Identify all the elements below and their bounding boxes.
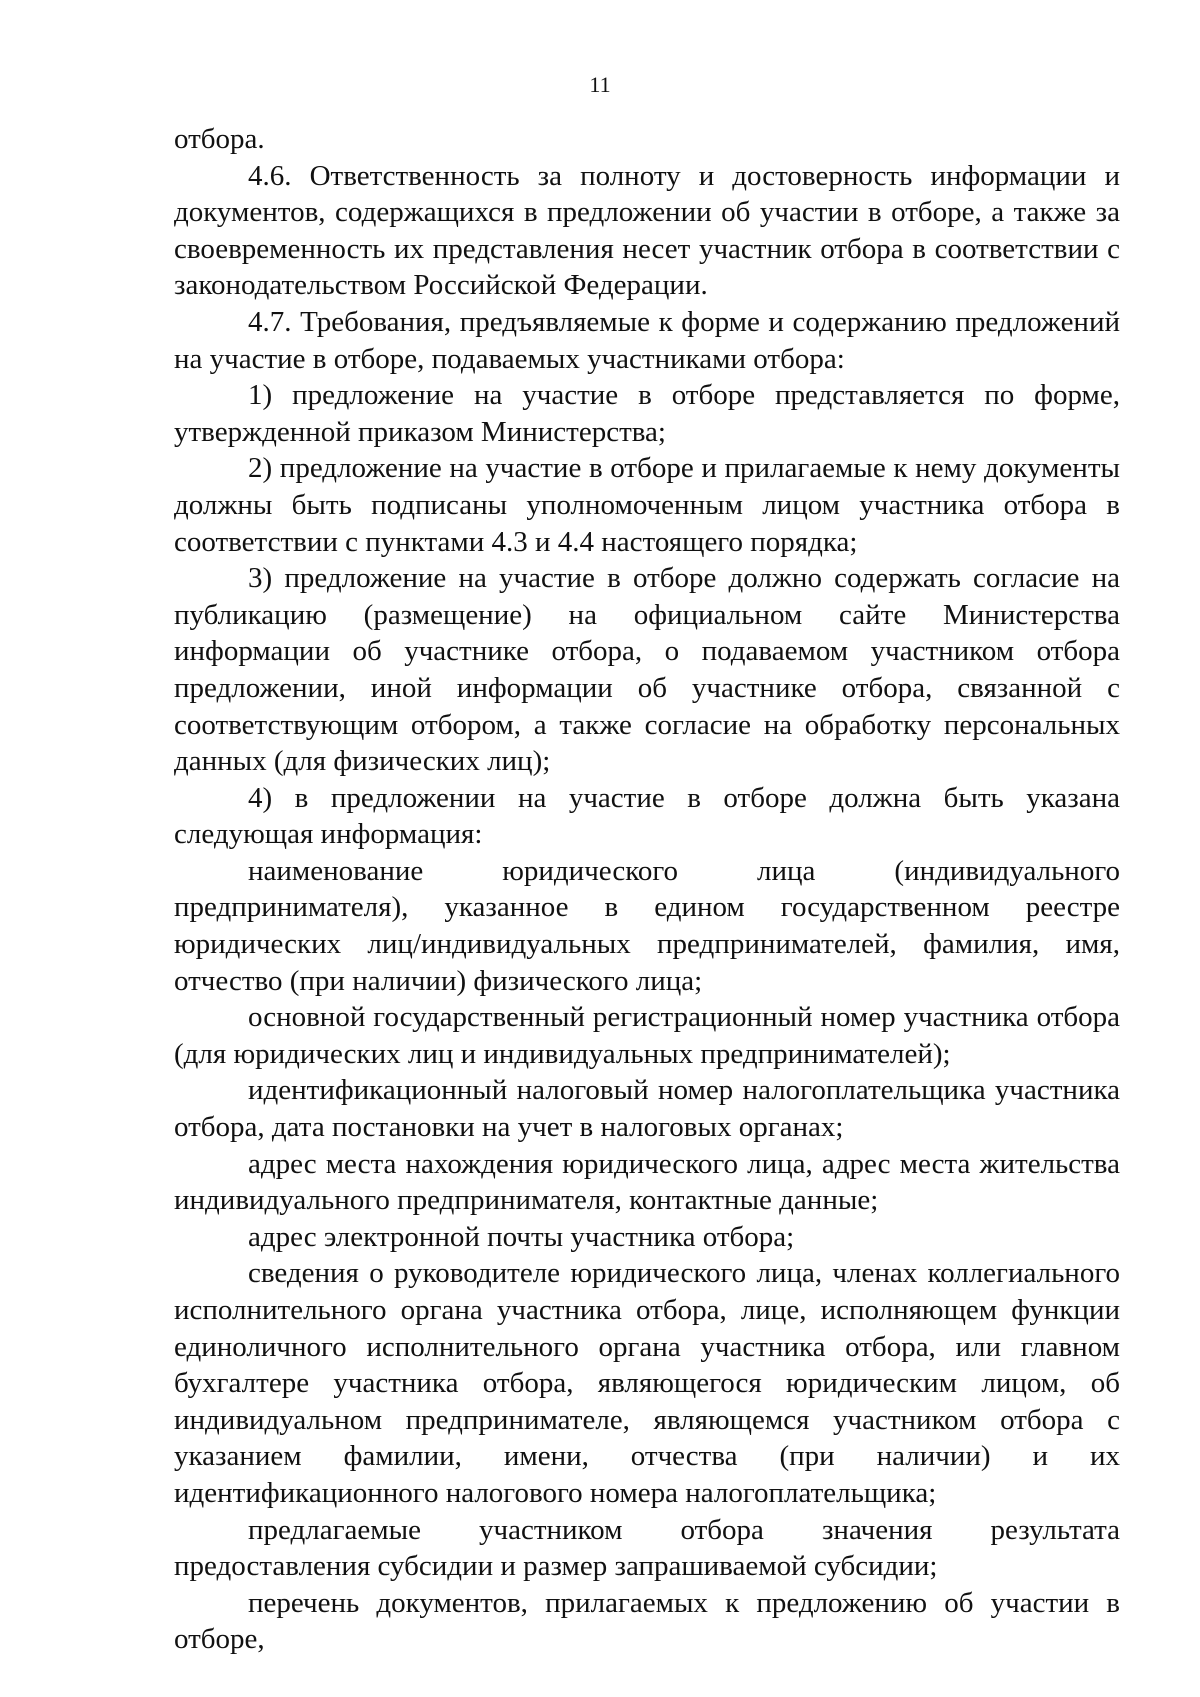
paragraph: 3) предложение на участие в отборе должно содержать согласие на публикацию (размещение) на официальном сайте Министерства информации об участнике отбора, о подаваемом участником отбора предложении, иной информации об участнике отбора, связанной с соответствующим отбором, а также согласие на обработку персональных данных (для физических лиц); — [174, 562, 1120, 778]
paragraph: 4.6. Ответственность за полноту и достоверность информации и документов, содержащихся в предложении об участии в отборе, а также за своевременность их представления несет участник отбора в соответствии с законодательством Российской Федерации. — [174, 159, 1120, 302]
paragraph: адрес электронной почты участника отбора; — [248, 1220, 795, 1253]
paragraph: сведения о руководителе юридического лица, членах коллегиального исполнительного органа участника отбора, лице, исполняющем функции единоличного исполнительного органа участника отбора, или главном бухгалтере участника отбора, являющегося юридическим лицом, об индивидуальном предпринимателе, являющемся участником отбора с указанием фамилии, имени, отчества (при наличии) и их идентификационного налогового номера налогоплательщика; — [174, 1257, 1120, 1509]
paragraph: 2) предложение на участие в отборе и прилагаемые к нему документы должны быть подписаны уполномоченным лицом участника отбора в соответствии с пунктами 4.3 и 4.4 настоящего порядка; — [174, 452, 1120, 558]
paragraph: 4) в предложении на участие в отборе должна быть указана следующая информация: — [174, 781, 1120, 851]
paragraph: предлагаемые участником отбора значения результата предоставления субсидии и размер запрашиваемой субсидии; — [174, 1513, 1120, 1583]
document-body — [174, 121, 1120, 1658]
paragraph: 1) предложение на участие в отборе представляется по форме, утвержденной приказом Министерства; — [174, 379, 1120, 448]
paragraph: идентификационный налоговый номер налогоплательщика участника отбора, дата постановки на учет в налоговых органах; — [174, 1074, 1120, 1144]
paragraph: основной государственный регистрационный номер участника отбора (для юридических лиц и индивидуальных предпринимателей); — [174, 1001, 1120, 1070]
paragraph: отбора. — [174, 123, 265, 155]
paragraph: 4.7. Требования, предъявляемые к форме и содержанию предложений на участие в отборе, подаваемых участниками отбора: — [174, 305, 1120, 375]
paragraph: наименование юридического лица (индивидуального предпринимателя), указанное в едином государственном реестре юридических лиц/индивидуальных предпринимателей, фамилия, имя, отчество (при наличии) физического лица; — [174, 854, 1120, 997]
paragraph: адрес места нахождения юридического лица, адрес места жительства индивидуального предпринимателя, контактные данные; — [174, 1147, 1120, 1217]
page-number: 11 — [589, 72, 611, 97]
paragraph: перечень документов, прилагаемых к предложению об участии в отборе, — [174, 1586, 1120, 1656]
